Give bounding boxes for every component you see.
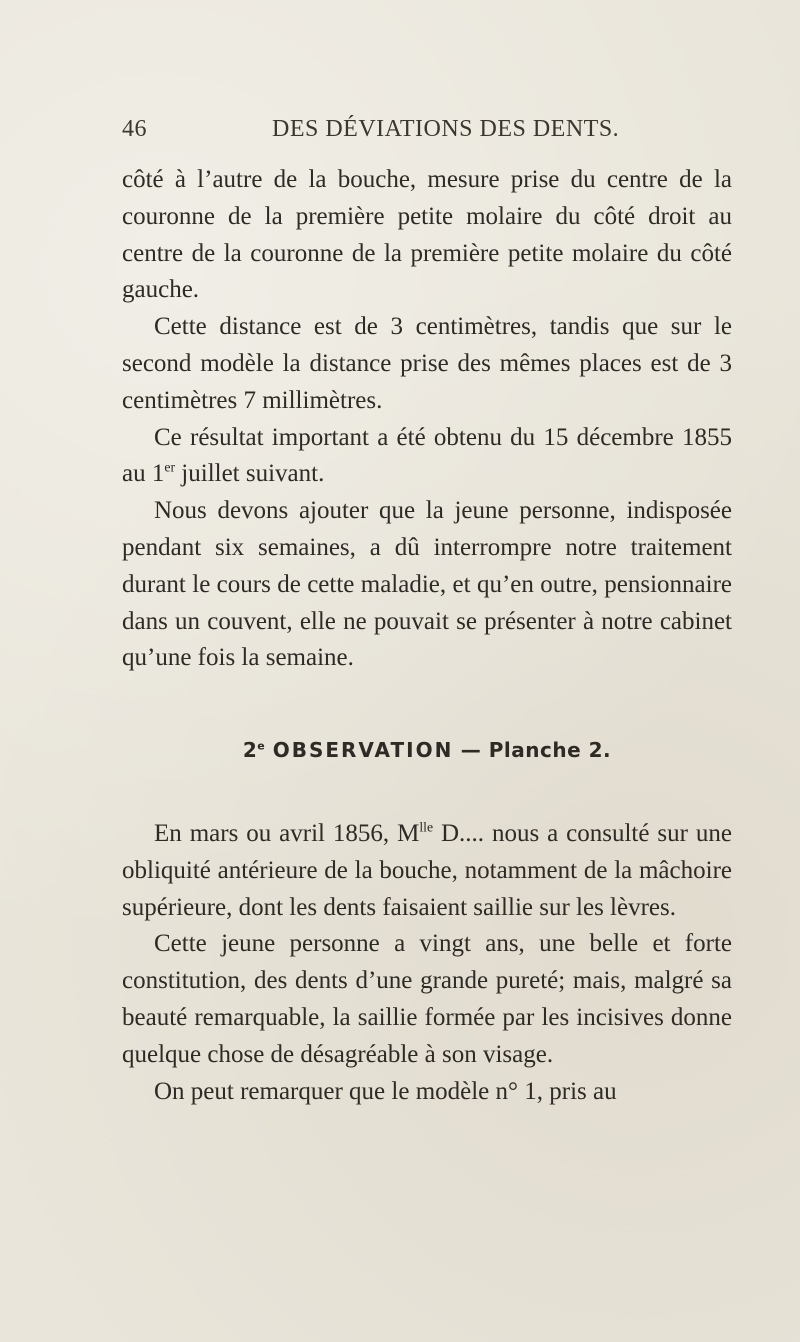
paragraph-6: Cette jeune personne a vingt ans, une belle et forte constitution, des dents d’une grande pureté; mais, malgré sa beauté remarquable, la saillie formée par les incisives donne quelque chose de désagréable à son visage. bbox=[122, 930, 732, 1068]
running-title: DES DÉVIATIONS DES DENTS. bbox=[272, 116, 620, 142]
paragraph-3-superscript: er bbox=[164, 460, 176, 476]
paragraph-5 bbox=[122, 816, 732, 926]
section-separator: — bbox=[460, 738, 482, 763]
section-number: 2 bbox=[242, 738, 258, 763]
paragraph-3-text-a: Ce résultat important a été obtenu du 15 décembre 1855 au 1 bbox=[122, 423, 732, 488]
paragraph-5-text-a: En mars ou avril 1856, M bbox=[154, 819, 420, 847]
paragraph-3 bbox=[122, 420, 732, 494]
section-plate: Planche 2. bbox=[488, 738, 612, 763]
page-number: 46 bbox=[122, 116, 147, 142]
body-text bbox=[122, 162, 732, 1110]
paragraph-4: Nous devons ajouter que la jeune personne, indisposée pendant six semaines, a dû interrompre notre traitement durant le cours de cette maladie, et qu’en outre, pensionnaire dans un couvent, elle ne pouvait se présenter à notre cabinet qu’une fois la semaine. bbox=[122, 497, 732, 672]
section-title: OBSERVATION bbox=[272, 738, 454, 763]
paragraph-3-text-b: juillet suivant. bbox=[175, 460, 325, 488]
paragraph-5-superscript: lle bbox=[419, 819, 434, 835]
paragraph-7: On peut remarquer que le modèle n° 1, pris au bbox=[154, 1077, 617, 1105]
paragraph-5-text-b: D.... nous a consulté sur une obliquité antérieure de la bouche, notamment de la mâchoire supérieure, dont les dents faisaient saillie sur les lèvres. bbox=[122, 819, 732, 921]
paragraph-1: côté à l’autre de la bouche, mesure prise du centre de la couronne de la première petite molaire du côté droit au centre de la couronne de la première petite molaire du côté gauche. bbox=[122, 166, 732, 304]
page-header bbox=[122, 116, 732, 146]
section-number-superscript: e bbox=[257, 739, 266, 753]
paragraph-2: Cette distance est de 3 centimètres, tandis que sur le second modèle la distance prise des mêmes places est de 3 centimètres 7 millimètres. bbox=[122, 313, 732, 414]
section-heading bbox=[122, 732, 732, 769]
